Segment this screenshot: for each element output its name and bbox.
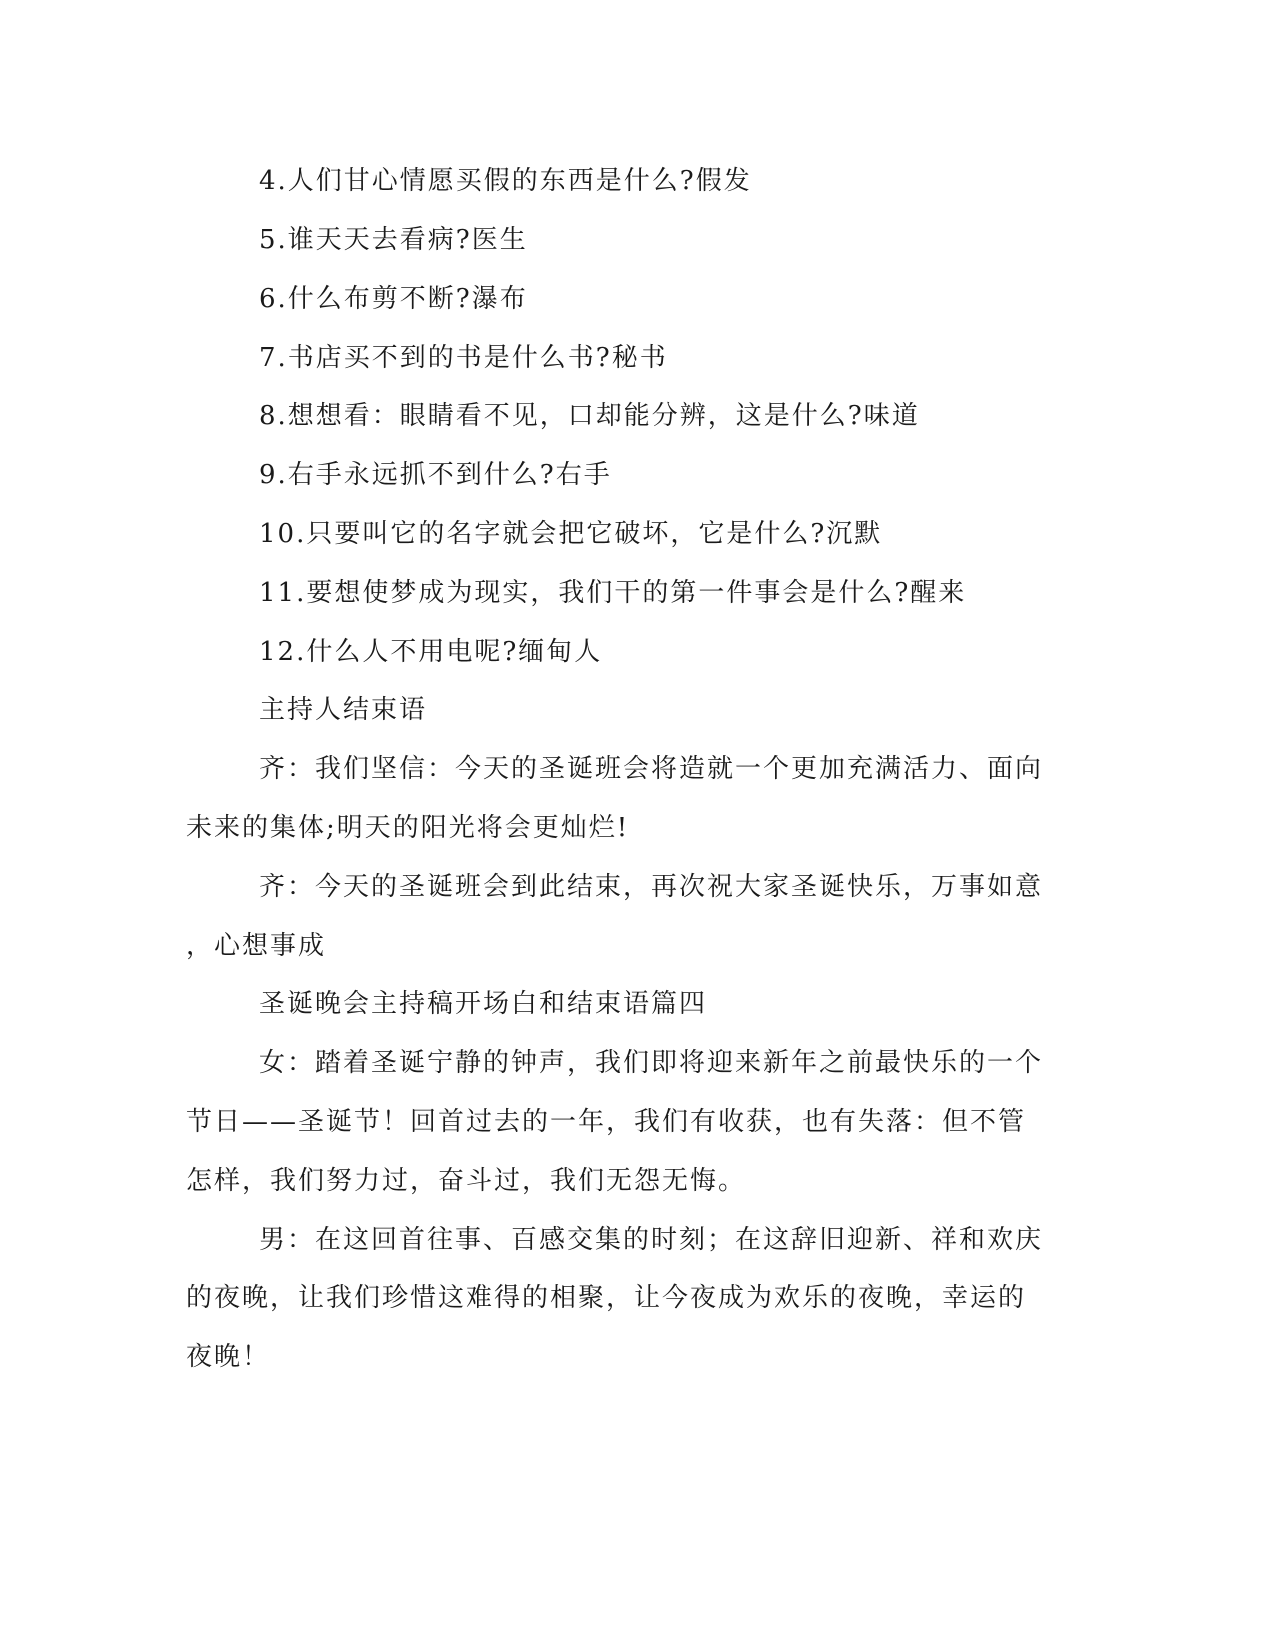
section-heading-closing: 主持人结束语 [259, 695, 428, 725]
paragraph-line: 齐：我们坚信：今天的圣诞班会将造就一个更加充满活力、面向 [259, 754, 1044, 784]
riddle-6: 6.什么布剪不断?瀑布 [259, 284, 528, 314]
riddle-4: 4.人们甘心情愿买假的东西是什么?假发 [259, 166, 752, 196]
paragraph-line: 的夜晚，让我们珍惜这难得的相聚，让今夜成为欢乐的夜晚，幸运的 [186, 1283, 1027, 1313]
riddle-7: 7.书店买不到的书是什么书?秘书 [259, 343, 668, 373]
riddle-11: 11.要想使梦成为现实，我们干的第一件事会是什么?醒来 [259, 578, 967, 608]
paragraph-line: 夜晚！ [186, 1342, 271, 1372]
paragraph-line: 女：踏着圣诞宁静的钟声，我们即将迎来新年之前最快乐的一个 [259, 1048, 1044, 1078]
riddle-10: 10.只要叫它的名字就会把它破坏，它是什么?沉默 [259, 519, 883, 549]
paragraph-line: 未来的集体;明天的阳光将会更灿烂! [186, 813, 630, 843]
paragraph-line: 怎样，我们努力过，奋斗过，我们无怨无悔。 [186, 1166, 747, 1196]
paragraph-line: ，心想事成 [186, 931, 327, 961]
paragraph-line: 男：在这回首往事、百感交集的时刻；在这辞旧迎新、祥和欢庆 [259, 1225, 1044, 1255]
riddle-12: 12.什么人不用电呢?缅甸人 [259, 637, 603, 667]
paragraph-line: 节日——圣诞节！回首过去的一年，我们有收获，也有失落：但不管 [186, 1107, 1027, 1137]
paragraph-line: 齐：今天的圣诞班会到此结束，再次祝大家圣诞快乐，万事如意 [259, 872, 1044, 902]
riddle-8: 8.想想看：眼睛看不见，口却能分辨，这是什么?味道 [259, 401, 920, 431]
riddle-5: 5.谁天天去看病?医生 [259, 225, 528, 255]
riddle-9: 9.右手永远抓不到什么?右手 [259, 460, 612, 490]
section-heading-part-four: 圣诞晚会主持稿开场白和结束语篇四 [259, 989, 708, 1019]
